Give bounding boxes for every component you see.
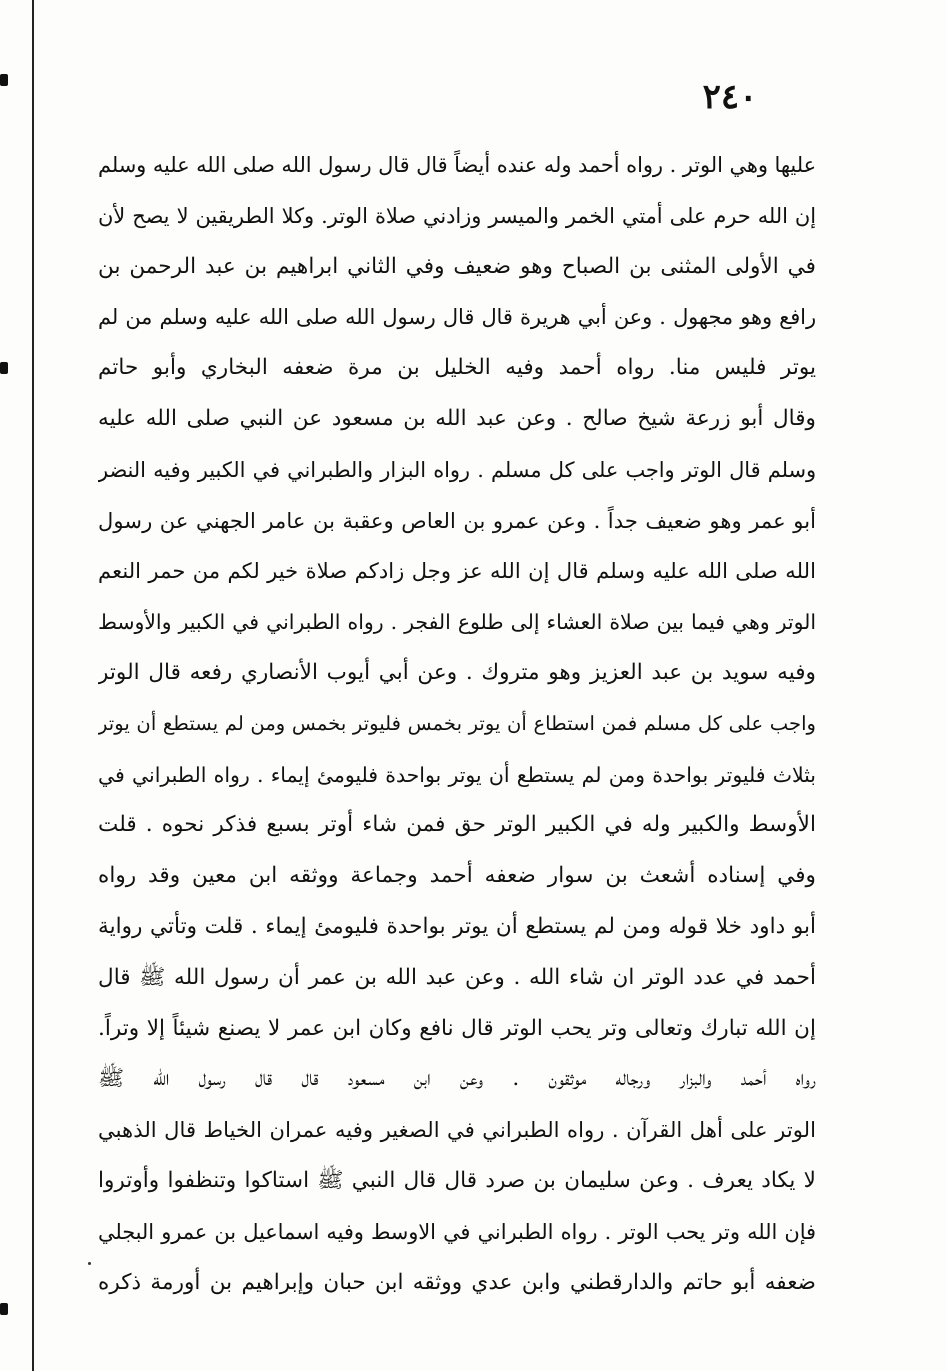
scan-speck [88,1262,91,1265]
text-line: أحمد في عدد الوتر ان شاء الله . وعن عبد الله بن عمر أن رسول الله ﷺ قال [98,964,816,990]
binding-edge-line [32,0,34,1371]
text-line: وقال أبو زرعة شيخ صالح . وعن عبد الله بن مسعود عن النبي صلى الله عليه [98,405,816,431]
margin-mark [0,1303,8,1315]
text-line: رواه أحمد والبزار ورجاله موثقون . وعن ابن مسعود قال قال رسول الله ﷺ [98,1066,816,1092]
text-line: الوتر وهي فيما بين صلاة العشاء إلى طلوع الفجر . رواه الطبراني في الكبير والأوسط [98,610,816,635]
text-line: الوتر على أهل القرآن . رواه الطبراني في الصغير وفيه عمران الخياط قال الذهبي [98,1117,816,1143]
text-line: رافع وهو مجهول . وعن أبي هريرة قال قال رسول الله صلى الله عليه وسلم من لم [98,305,816,330]
text-line: عليها وهي الوتر . رواه أحمد وله عنده أيضاً قال قال رسول الله صلى الله عليه وسلم [98,153,816,177]
text-line: أبو عمر وهو ضعيف جداً . وعن عمرو بن العاص وعقبة بن عامر الجهني عن رسول [98,507,816,533]
text-line: أبو داود خلا قوله ومن لم يستطع أن يوتر بواحدة فليومئ إيماء . قلت وتأتي رواية [98,913,816,939]
margin-mark [0,74,8,86]
page-number: ٢٤٠ [702,77,758,117]
text-line: وفيه سويد بن عبد العزيز وهو متروك . وعن أبي أيوب الأنصاري رفعه قال الوتر [98,659,816,685]
text-line: بثلاث فليوتر بواحدة ومن لم يستطع أن يوتر بواحدة فليومئ إيماء . رواه الطبراني في [98,762,816,787]
body-text [98,140,816,1308]
text-line: واجب على كل مسلم فمن استطاع أن يوتر بخمس فليوتر بخمس ومن لم يستطع أن يوتر [98,711,816,735]
text-line: إن الله حرم على أمتي الخمر والميسر وزادني صلاة الوتر. وكلا الطريقين لا يصح لأن [98,203,816,228]
text-line: الأوسط والكبير وله في الكبير الوتر حق فمن شاء أوتر بسبع فذكر نحوه . قلت [98,812,816,838]
text-line: في الأولى المثنى بن الصباح وهو ضعيف وفي الثاني ابراهيم بن عبد الرحمن بن [98,253,816,279]
text-line: فإن الله وتر يحب الوتر . رواه الطبراني في الاوسط وفيه اسماعيل بن عمرو البجلي [98,1219,816,1244]
text-line: إن الله تبارك وتعالى وتر يحب الوتر قال نافع وكان ابن عمر لا يصنع شيئاً إلا وتراً. [98,1015,816,1041]
text-line: الله صلى الله عليه وسلم قال إن الله عز وجل زادكم صلاة خير لكم من حمر النعم [98,558,816,584]
text-line: ضعفه أبو حاتم والدارقطني وابن عدي ووثقه ابن حبان وإبراهيم بن أورمة ذكره [98,1269,816,1295]
text-line: وفي إسناده أشعث بن سوار ضعفه أحمد وجماعة ووثقه ابن معين وقد رواه [98,863,816,889]
text-line: يوتر فليس منا. رواه أحمد وفيه الخليل بن مرة ضعفه البخاري وأبو حاتم [98,355,816,381]
text-line: وسلم قال الوتر واجب على كل مسلم . رواه البزار والطبراني في الكبير وفيه النضر [98,457,816,482]
text-line: لا يكاد يعرف . وعن سليمان بن صرد قال قال النبي ﷺ استاكوا وتنظفوا وأوتروا [98,1167,816,1193]
margin-mark [0,362,8,374]
